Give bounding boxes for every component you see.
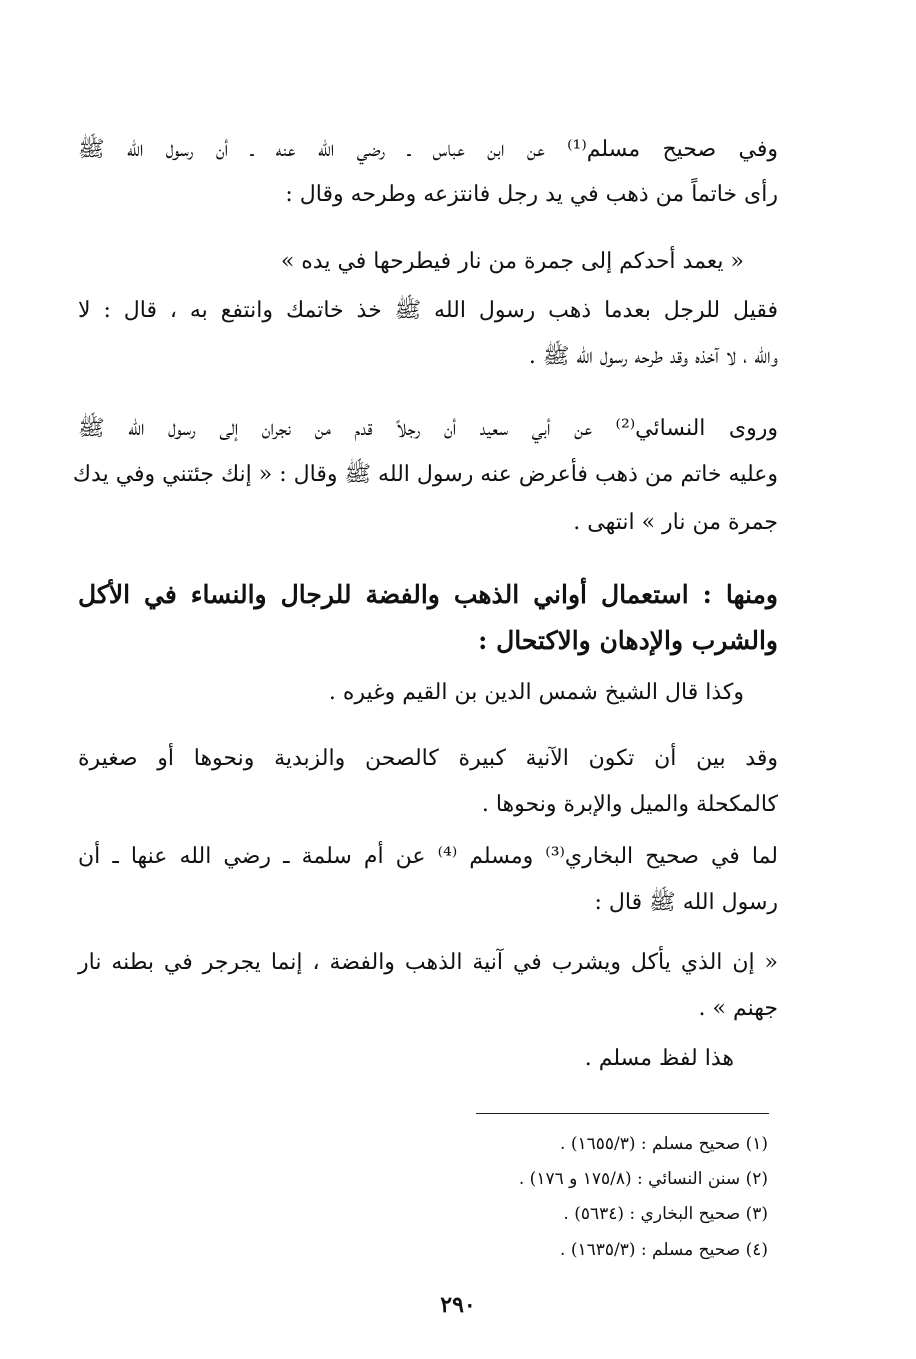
section-heading: والشرب والإدهان والاكتحال :: [478, 626, 778, 655]
text-line: وقد بين أن تكون الآنية كبيرة كالصحن والزبدية ونحوها أو صغيرة: [78, 746, 778, 771]
text-line: وعليه خاتم من ذهب فأعرض عنه رسول الله ﷺ وقال : « إنك جئتني وفي يدك: [72, 462, 778, 487]
text-line: جمرة من نار » انتهى .: [573, 510, 778, 535]
text-line: والله ، لا آخذه وقد طرحه رسول الله ﷺ .: [528, 344, 778, 369]
text-line: وكذا قال الشيخ شمس الدين بن القيم وغيره .: [328, 680, 744, 705]
section-heading: ومنها : استعمال أواني الذهب والفضة للرجال والنساء في الأكل: [78, 580, 778, 609]
footnote-divider: [476, 1113, 769, 1114]
footnote: (٤) صحيح مسلم : (١٦٣٥/٣) .: [560, 1240, 768, 1260]
footnote: (٣) صحيح البخاري : (٥٦٣٤) .: [563, 1204, 768, 1224]
text-line: لما في صحيح البخاري⁽³⁾ ومسلم ⁽⁴⁾ عن أم سلمة ـ رضي الله عنها ـ أن: [78, 844, 778, 869]
text-line: رأى خاتماً من ذهب في يد رجل فانتزعه وطرحه وقال :: [285, 182, 778, 207]
hadith-quote: « يعمد أحدكم إلى جمرة من نار فيطرحها في يده »: [280, 249, 744, 274]
text-line: وروى النسائي⁽²⁾ عن أبي سعيد أن رجلاً قدم من نجران إلى رسول الله ﷺ: [78, 416, 779, 441]
hadith-quote: جهنم » .: [698, 996, 778, 1021]
text-line: فقيل للرجل بعدما ذهب رسول الله ﷺ خذ خاتمك وانتفع به ، قال : لا: [78, 298, 778, 323]
footnote: (١) صحيح مسلم : (١٦٥٥/٣) .: [560, 1134, 768, 1154]
page-number: ٢٩٠: [440, 1292, 476, 1318]
text-line: رسول الله ﷺ قال :: [594, 890, 778, 915]
hadith-quote: « إن الذي يأكل ويشرب في آنية الذهب والفضة ، إنما يجرجر في بطنه نار: [78, 950, 778, 975]
text-line: وفي صحيح مسلم⁽¹⁾ عن ابن عباس ـ رضي الله عنه ـ أن رسول الله ﷺ: [78, 137, 778, 162]
text-line: هذا لفظ مسلم .: [584, 1046, 734, 1071]
footnote: (٢) سنن النسائي : (١٧٥/٨ و ١٧٦) .: [518, 1169, 768, 1189]
text-line: كالمكحلة والميل والإبرة ونحوها .: [481, 792, 778, 817]
